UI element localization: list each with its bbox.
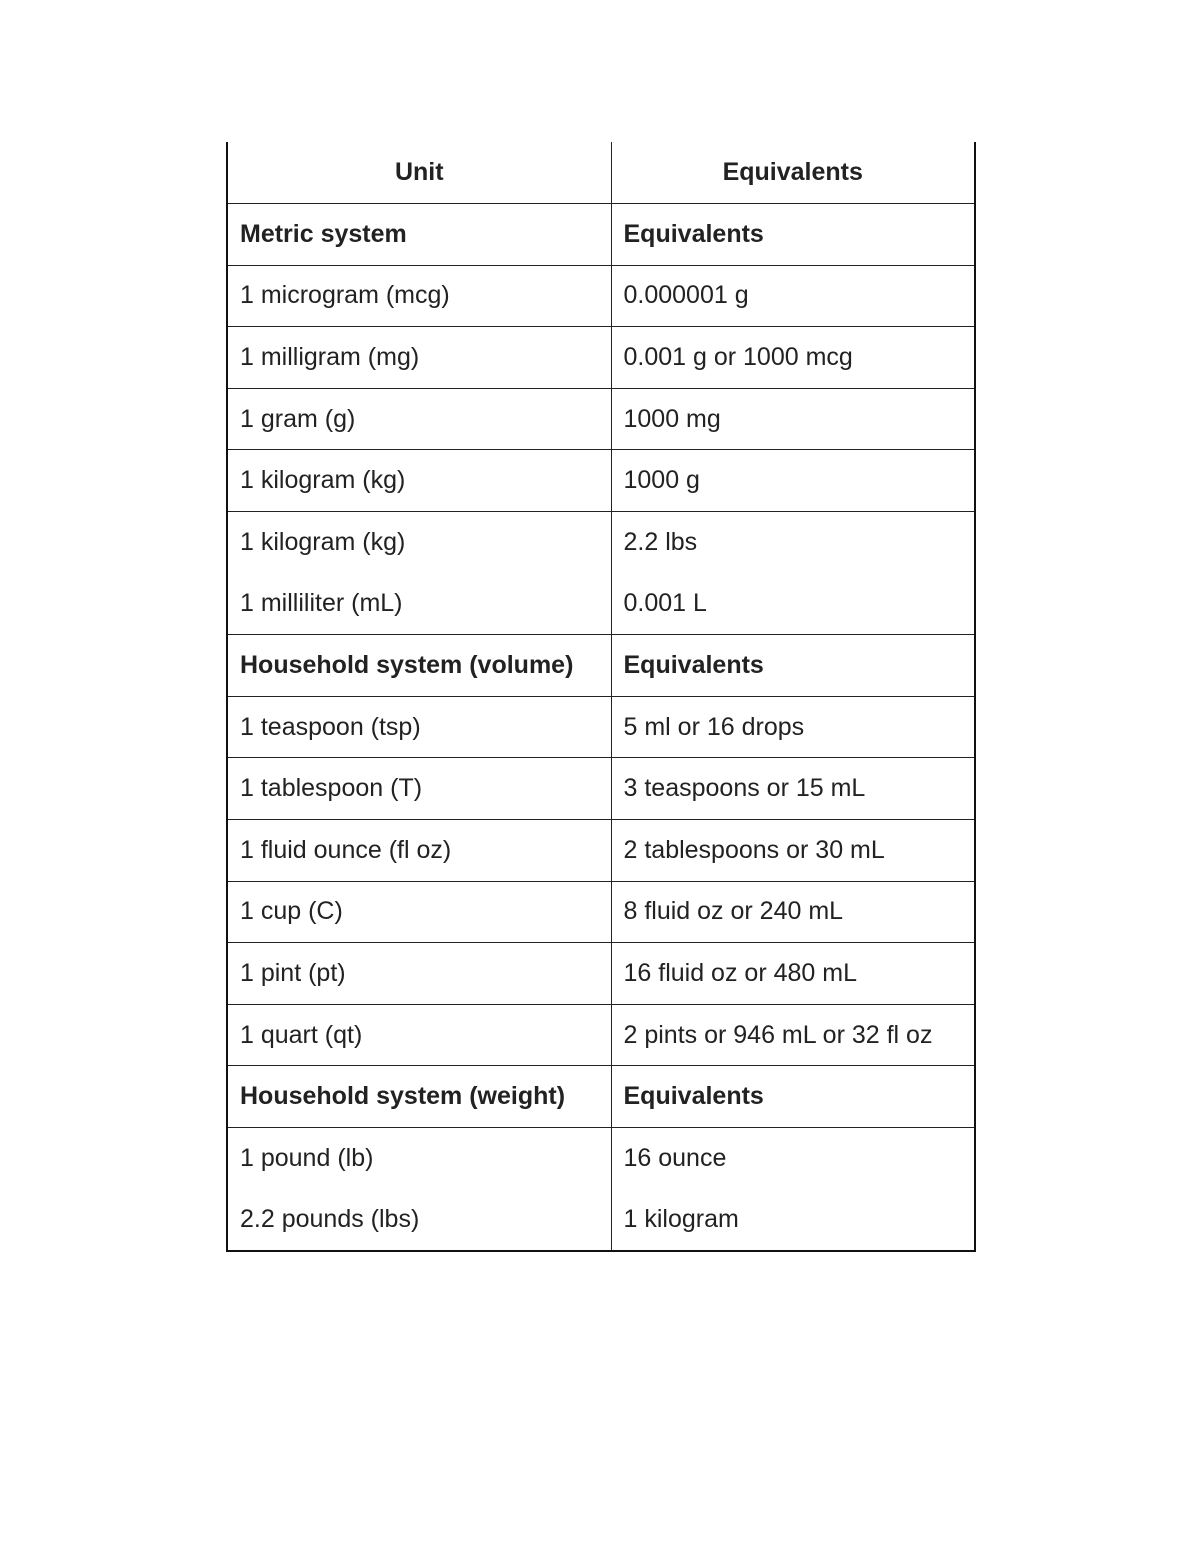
row-equivalent: Equivalents [611,635,975,697]
row-unit: 1 milliliter (mL) [227,573,611,635]
row-unit: 1 microgram (mcg) [227,265,611,327]
table-row [227,573,975,635]
table-row [227,327,975,389]
row-equivalent: 1000 g [611,450,975,512]
row-equivalent: 2 tablespoons or 30 mL [611,820,975,882]
table-row [227,1128,975,1190]
row-unit: 1 fluid ounce (fl oz) [227,820,611,882]
row-equivalent: 1 kilogram [623,1204,739,1233]
table-header-row [227,142,975,204]
table-row [227,450,975,512]
row-equivalent: 3 teaspoons or 15 mL [611,758,975,820]
table-row [227,696,975,758]
table-row [227,388,975,450]
table-row [227,820,975,882]
unit-column-header: Unit [227,142,611,204]
row-unit: 1 gram (g) [227,388,611,450]
row-unit: 1 quart (qt) [227,1004,611,1066]
row-equivalent: Equivalents [611,204,975,266]
table-row [227,943,975,1005]
row-unit: 1 cup (C) [227,881,611,943]
row-equivalent: 1000 mg [611,388,975,450]
table-row [227,1004,975,1066]
row-unit: 2.2 pounds (lbs) [227,1189,611,1251]
table-row [227,512,975,574]
row-equivalent: 5 ml or 16 drops [611,696,975,758]
section-row-household-weight [227,1066,975,1128]
row-equivalent: 2 pints or 946 mL or 32 fl oz [611,1004,975,1066]
conversion-table [226,142,976,1252]
table-row [227,1189,975,1251]
row-unit: Metric system [227,204,611,266]
row-unit: Household system (volume) [227,635,611,697]
row-equivalent: 16 fluid oz or 480 mL [611,943,975,1005]
row-unit: 1 tablespoon (T) [227,758,611,820]
table-row [227,758,975,820]
section-row-metric [227,204,975,266]
row-equivalent: 16 ounce [623,1144,727,1173]
row-equivalent: 0.001 g or 1000 mcg [611,327,975,389]
row-equivalent: Equivalents [611,1066,975,1128]
row-equivalent: 8 fluid oz or 240 mL [611,881,975,943]
table-row [227,881,975,943]
row-equivalent: 0.001 L [611,573,975,635]
section-row-household-volume [227,635,975,697]
row-unit: 1 milligram (mg) [227,327,611,389]
row-unit: 1 pound (lb) [227,1128,611,1190]
equivalents-column-header: Equivalents [611,142,975,204]
row-unit: 1 kilogram (kg) [227,512,611,574]
row-unit: 1 kilogram (kg) [227,450,611,512]
row-unit: 1 pint (pt) [227,943,611,1005]
row-unit: 1 teaspoon (tsp) [227,696,611,758]
row-unit: Household system (weight) [227,1066,611,1128]
row-equivalent: 2.2 lbs [623,528,698,557]
row-equivalent: 0.000001 g [611,265,975,327]
table-row [227,265,975,327]
